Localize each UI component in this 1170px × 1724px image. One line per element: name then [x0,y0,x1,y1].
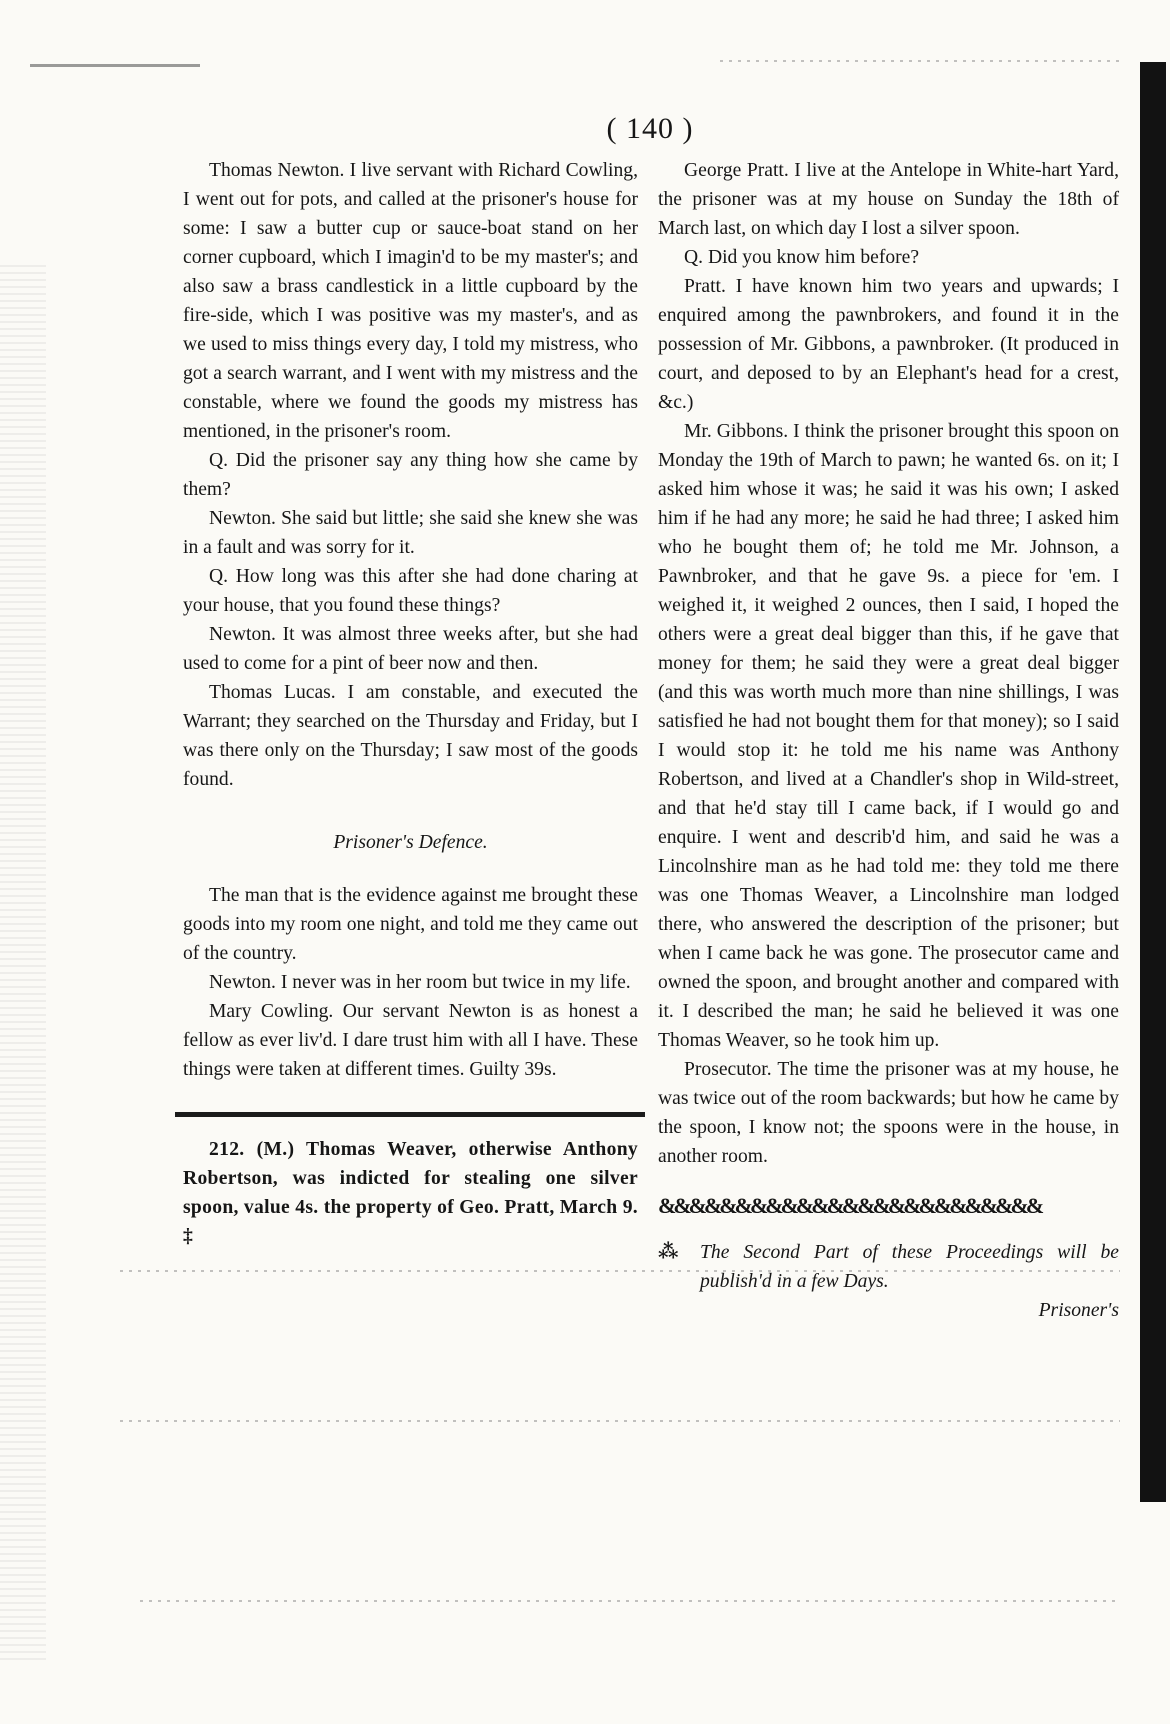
section-heading: Prisoner's Defence. [333,832,488,853]
paragraph: Mary Cowling. Our servant Newton is as honest a fellow as ever liv'd. I dare trust him with all I have. These things were taken at different times. Guilty 39s. [183,1001,638,1080]
paragraph: Q. Did the prisoner say any thing how she came by them? [183,450,638,500]
asterism-icon: ⁂ [658,1241,679,1263]
notice [658,1238,1119,1296]
bleed-through-line [120,1420,1120,1422]
notice-text: The Second Part of these Proceedings will be publish'd in a few Days. [700,1242,1119,1292]
paragraph: Q. Did you know him before? [684,247,920,268]
paragraph: The man that is the evidence against me brought these goods into my room one night, and told me they came out of the country. [183,885,638,964]
section-rule [175,1112,645,1117]
paragraph: Mr. Gibbons. I think the prisoner brought this spoon on Monday the 19th of March to pawn; he wanted 6s. on it; I asked him whose it was; he said it was his own; I asked him if he had any more; he said he had three; I asked him who he bought them of; he told me Mr. Johnson, a Pawnbroker, and that he gave 9s. a piece for 'em. I weighed it, it weighed 2 ounces, then I said, I hoped the others were a great deal bigger than this, if he gave that money for them; he said they were a great deal bigger (and this was worth much more than nine shillings, I was satisfied he had not bought them for that money); so I said I would stop it: he told me his name was Anthony Robertson, and lived at a Chandler's shop in Wild-street, and that he'd stay till I came back, if I would go and enquire. I went and describ'd him, and said he was a Lincolnshire man as he had told me: they told me there was one Thomas Weaver, a Lincolnshire man lodged there, who answered the description of the prisoner; but when I came back he was gone. The prosecutor came and owned the spoon, and brought another and compared with it. I described the man; he said he believed it was one Thomas Weaver, so he took him up. [658,421,1119,1051]
bleed-through-line [140,1600,1120,1602]
paragraph: Newton. She said but little; she said she knew she was in a fault and was sorry for it. [183,508,638,558]
left-margin-speckle [0,260,46,1660]
top-dotted-noise [720,60,1120,62]
paragraph: Pratt. I have known him two years and upwards; I enquired among the pawnbrokers, and found it in the possession of Mr. Gibbons, a pawnbroker. (It produced in court, and deposed to by an Elephant's head for a crest, &c.) [658,276,1119,413]
case-intro: 212. (M.) Thomas Weaver, otherwise Anthony Robertson, was indicted for stealing one silver spoon, value 4s. the property of Geo. Pratt, March 9. ‡ [183,1139,638,1247]
ornament-rule: &&&&&&&&&&&&&&&&&&&&&&&&& [658,1193,1042,1218]
right-column [658,156,1119,1325]
paragraph: George Pratt. I live at the Antelope in White-hart Yard, the prisoner was at my house on Sunday the 18th of March last, on which day I lost a silver spoon. [658,160,1119,239]
catchword: Prisoner's [1038,1300,1119,1321]
paragraph: Thomas Newton. I live servant with Richard Cowling, I went out for pots, and called at the prisoner's house for some: I saw a butter cup or sauce-boat stand on her corner cupboard, which I imagin'd to be my master's; and also saw a brass candlestick in a little cupboard by the fire-side, which I was positive was my master's, and as we used to miss things every day, I told my mistress, who got a search warrant, and I went with my mistress and the constable, where we found the goods my mistress has mentioned, in the prisoner's room. [183,160,638,442]
paragraph: Newton. It was almost three weeks after, but she had used to come for a pint of beer now and then. [183,624,638,674]
page-number: ( 140 ) [606,112,694,145]
paragraph: Prosecutor. The time the prisoner was at my house, he was twice out of the room backwards; but how he came by the spoon, I know not; the spoons were in the house, in another room. [658,1059,1119,1167]
left-column [183,156,638,1251]
right-scan-edge [1140,62,1166,1502]
paragraph: Newton. I never was in her room but twice in my life. [209,972,631,993]
paragraph: Thomas Lucas. I am constable, and executed the Warrant; they searched on the Thursday and Friday, but I was there only on the Thursday; I saw most of the goods found. [183,682,638,790]
paragraph: Q. How long was this after she had done charing at your house, that you found these things? [183,566,638,616]
top-edge-mark [30,64,200,67]
